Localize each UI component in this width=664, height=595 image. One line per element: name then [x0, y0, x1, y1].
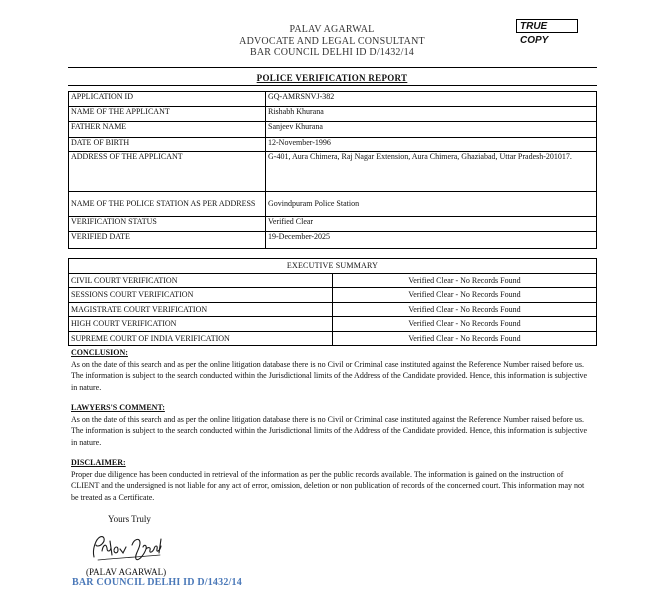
signatory-name: (PALAV AGARWAL) [86, 567, 167, 577]
detail-value: Govindpuram Police Station [266, 192, 597, 217]
conclusion-heading: CONCLUSION: [71, 348, 128, 357]
detail-value: G-401, Aura Chimera, Raj Nagar Extension, Aura Chimera, Ghaziabad, Uttar Pradesh-201017. [266, 152, 597, 192]
detail-value: Rishabh Khurana [266, 107, 597, 122]
detail-label: FATHER NAME [69, 122, 266, 138]
detail-label: NAME OF THE POLICE STATION AS PER ADDRESS [69, 192, 266, 217]
detail-value: GQ-AMRSNVJ-382 [266, 92, 597, 107]
verification-result: Verified Clear - No Records Found [333, 273, 597, 288]
detail-label: DATE OF BIRTH [69, 138, 266, 152]
detail-value: Sanjeev Khurana [266, 122, 597, 138]
table-row [69, 217, 597, 232]
disclaimer-heading: DISCLAIMER: [71, 458, 126, 467]
lawyers-comment-section [71, 402, 593, 448]
detail-label: ADDRESS OF THE APPLICANT [69, 152, 266, 192]
advocate-council-id: BAR COUNCIL DELHI ID D/1432/14 [250, 47, 414, 58]
table-row [69, 122, 597, 138]
verification-result: Verified Clear - No Records Found [333, 302, 597, 317]
table-row [69, 152, 597, 192]
table-row [69, 92, 597, 107]
verification-label: MAGISTRATE COURT VERIFICATION [69, 302, 333, 317]
detail-label: VERIFICATION STATUS [69, 217, 266, 232]
verification-label: CIVIL COURT VERIFICATION [69, 273, 333, 288]
detail-value: Verified Clear [266, 217, 597, 232]
conclusion-section [71, 347, 593, 393]
header-divider [68, 67, 597, 68]
applicant-details-table [68, 91, 597, 249]
advocate-name: PALAV AGARWAL [289, 24, 375, 35]
advocate-designation: ADVOCATE AND LEGAL CONSULTANT [239, 35, 425, 47]
conclusion-text: As on the date of this search and as per the online litigation database there is no Civil or Criminal case instituted against the Reference Number raised before us. The information is subject to the search conducted within the Jurisdictional limits of the Address of the Candidate provided. Hence, this information is subjective in nature. [71, 359, 588, 392]
detail-label: APPLICATION ID [69, 92, 266, 107]
verification-result: Verified Clear - No Records Found [333, 331, 597, 346]
executive-summary-table [68, 258, 597, 346]
table-row [69, 302, 597, 317]
detail-value: 12-November-1996 [266, 138, 597, 152]
table-row [69, 317, 597, 332]
table-row [69, 331, 597, 346]
table-row [69, 259, 597, 274]
executive-summary-title: EXECUTIVE SUMMARY [69, 259, 597, 274]
detail-label: VERIFIED DATE [69, 232, 266, 249]
detail-label: NAME OF THE APPLICANT [69, 107, 266, 122]
true-copy-stamp: TRUE COPY [516, 19, 578, 33]
table-row [69, 288, 597, 303]
signatory-council-id: BAR COUNCIL DELHI ID D/1432/14 [72, 577, 242, 588]
verification-result: Verified Clear - No Records Found [333, 317, 597, 332]
verification-result: Verified Clear - No Records Found [333, 288, 597, 303]
disclaimer-section [71, 457, 593, 503]
verification-label: HIGH COURT VERIFICATION [69, 317, 333, 332]
detail-value: 19-December-2025 [266, 232, 597, 249]
lawyers-comment-text: As on the date of this search and as per the online litigation database there is no Civil or Criminal case instituted against the Reference Number raised before us. The information is subject to the search conducted within the Jurisdictional limits of the Address of the Candidate provided. Hence, this information is subjective in nature. [71, 414, 588, 447]
verification-label: SESSIONS COURT VERIFICATION [69, 288, 333, 303]
table-row [69, 232, 597, 249]
table-row [69, 192, 597, 217]
disclaimer-text: Proper due diligence has been conducted in retrieval of the information as per the public records available. The information is gained on the instruction of CLIENT and the undersigned is not liable for any act of error, omission, deletion or non publication of records of the concerned court. This information may not be treated as a Certificate. [71, 469, 585, 502]
handwritten-signature [88, 531, 168, 565]
title-divider [68, 85, 597, 86]
lawyers-comment-heading: LAWYERS'S COMMENT: [71, 403, 165, 412]
table-row [69, 273, 597, 288]
report-title: POLICE VERIFICATION REPORT [256, 73, 408, 83]
closing-salutation: Yours Truly [108, 514, 151, 524]
table-row [69, 138, 597, 152]
verification-label: SUPREME COURT OF INDIA VERIFICATION [69, 331, 333, 346]
table-row [69, 107, 597, 122]
